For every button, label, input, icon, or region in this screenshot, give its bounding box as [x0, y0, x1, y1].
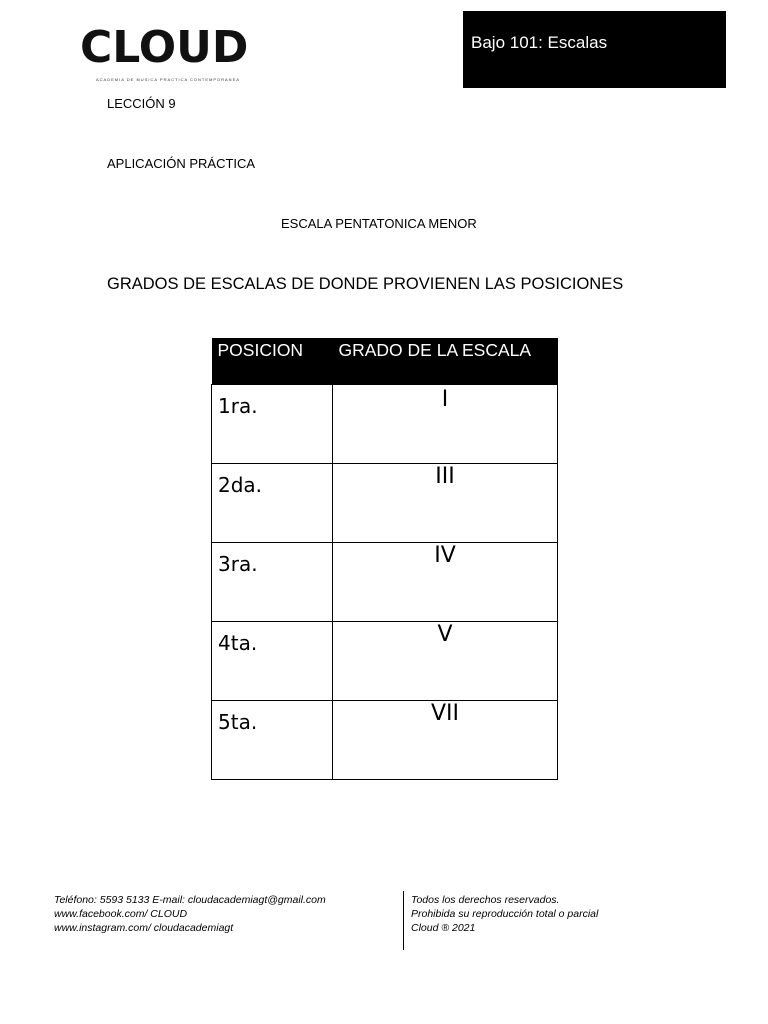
cell-posicion: 1ra. — [212, 384, 333, 463]
logo-subtitle: ACADEMIA DE MUSICA PRACTICA CONTEMPORANEA — [96, 77, 240, 82]
section-label: APLICACIÓN PRÁCTICA — [107, 156, 256, 171]
column-header-posicion: POSICION — [212, 338, 333, 384]
cell-posicion: 3ra. — [212, 542, 333, 621]
lesson-label: LECCIÓN 9 — [107, 96, 176, 111]
footer-instagram: www.instagram.com/ cloudacademiagt — [54, 922, 234, 934]
footer-copyright: Cloud ® 2021 — [411, 922, 476, 934]
footer-contact — [54, 893, 326, 935]
table-row — [212, 463, 558, 542]
column-header-grado: GRADO DE LA ESCALA — [333, 338, 558, 384]
footer-divider — [403, 891, 404, 950]
logo-wordmark: CLOUD — [80, 22, 249, 73]
scale-name: ESCALA PENTATONICA MENOR — [281, 216, 477, 231]
positions-table — [211, 338, 558, 780]
cell-posicion: 5ta. — [212, 700, 333, 779]
cell-posicion: 2da. — [212, 463, 333, 542]
table-row — [212, 700, 558, 779]
section-heading: GRADOS DE ESCALAS DE DONDE PROVIENEN LAS POSICIONES — [107, 275, 624, 293]
page-title: Bajo 101: Escalas — [471, 33, 608, 52]
title-banner — [463, 11, 726, 88]
footer-rights-reserved: Todos los derechos reservados. — [411, 894, 560, 906]
cell-grado: V — [333, 621, 558, 700]
cell-grado: III — [333, 463, 558, 542]
footer-reproduction-notice: Prohibida su reproducción total o parcial — [411, 908, 599, 920]
cloud-logo — [80, 22, 260, 86]
cell-grado: I — [333, 384, 558, 463]
footer-facebook: www.facebook.com/ CLOUD — [54, 908, 188, 920]
table-header-row — [212, 338, 558, 384]
cell-posicion: 4ta. — [212, 621, 333, 700]
cell-grado: IV — [333, 542, 558, 621]
table-row — [212, 384, 558, 463]
cell-grado: VII — [333, 700, 558, 779]
footer-rights — [411, 893, 598, 935]
table-row — [212, 621, 558, 700]
footer-phone-email: Teléfono: 5593 5133 E-mail: cloudacademiagt@gmail.com — [54, 894, 326, 906]
table-row — [212, 542, 558, 621]
